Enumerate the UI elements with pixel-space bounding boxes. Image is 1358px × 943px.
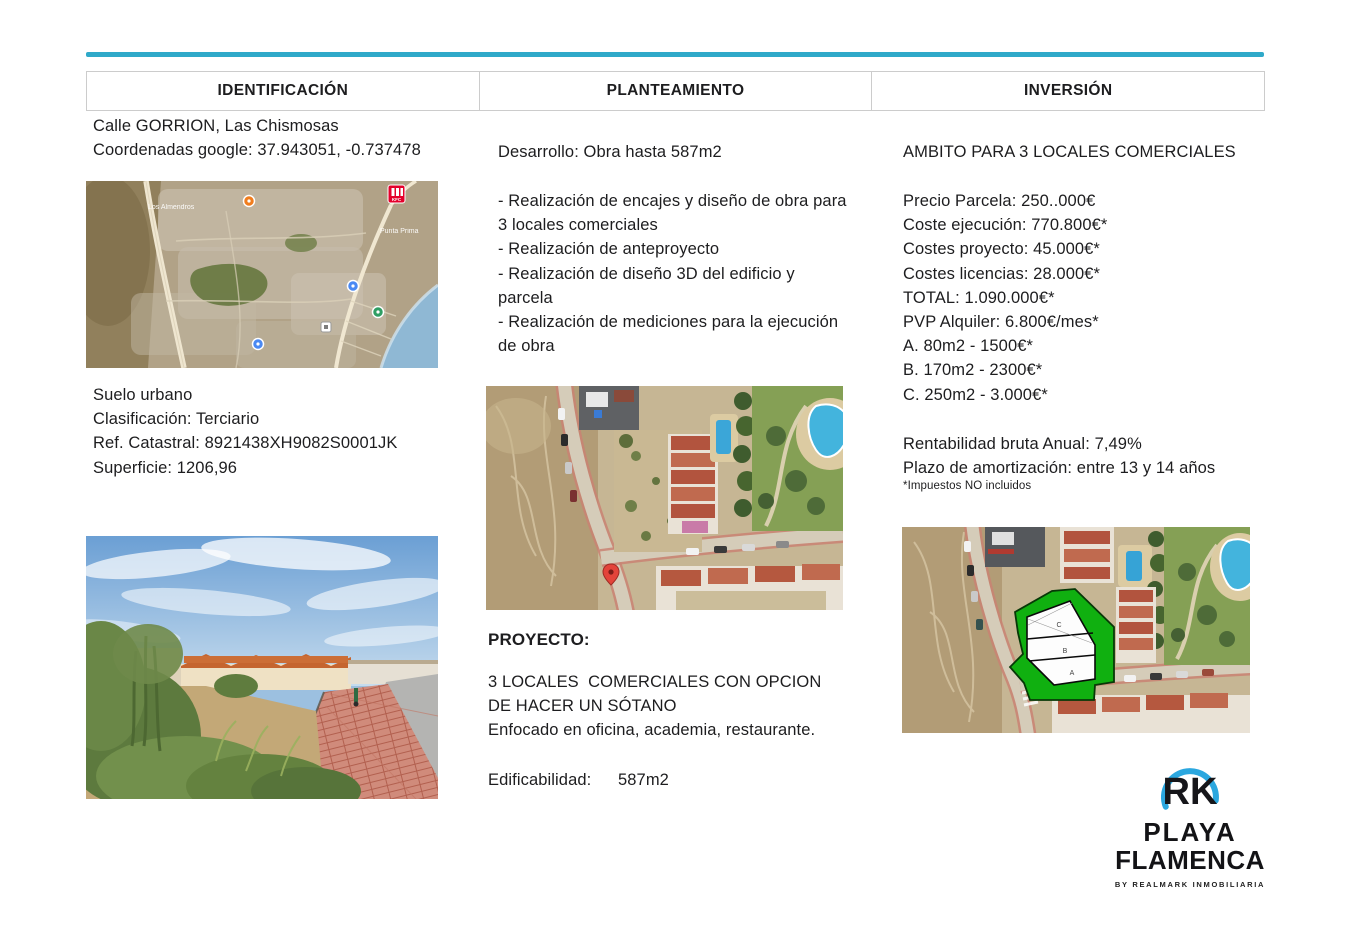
parcel-details-block (93, 383, 473, 480)
profitability-line: Plazo de amortización: entre 13 y 14 años (903, 459, 1216, 478)
detail-line: Suelo urbano (93, 386, 193, 404)
cost-line: Costes proyecto: 45.000€* (903, 240, 1100, 259)
parcel-overlay-map-image (902, 527, 1250, 733)
development-line: Desarrollo: Obra hasta 587m2 (498, 143, 722, 161)
white-square-marker-icon (321, 322, 331, 332)
project-heading: PROYECTO: (488, 630, 590, 649)
parcel-map-graphic (902, 527, 1250, 733)
townhouse-row (1116, 587, 1156, 663)
address-line: Calle GORRION, Las Chismosas (93, 117, 339, 135)
map-label-punta-prima: Punta Prima (380, 228, 419, 235)
svg-text:KFC: KFC (391, 197, 402, 202)
top-houses (1060, 527, 1114, 583)
task-line: - Realización de diseño 3D del edificio y parcela (498, 264, 795, 307)
site-photo-image (86, 536, 438, 799)
tax-disclaimer: *Impuestos NO incluidos (903, 480, 1032, 492)
investment-title: AMBITO PARA 3 LOCALES COMERCIALES (903, 143, 1236, 161)
orange-pin-icon (244, 196, 255, 207)
buildability-row (488, 768, 840, 792)
costs-block (903, 189, 1263, 407)
accent-bar (86, 52, 1264, 57)
project-focus: Enfocado en oficina, academia, restaurante. (488, 721, 816, 740)
cost-line: Precio Parcela: 250..000€ (903, 192, 1096, 210)
small-pool (1118, 545, 1152, 587)
project-block (488, 670, 840, 743)
cost-line: Costes licencias: 28.000€* (903, 264, 1101, 283)
project-description: 3 LOCALES COMERCIALES CON OPCION DE HACER UN SÓTANO (488, 673, 827, 716)
buildability-label: Edificabilidad: (488, 771, 592, 789)
logo-name-line1: PLAYA (1143, 817, 1237, 847)
logo-tagline: BY REALMARK INMOBILIARIA (1114, 880, 1266, 889)
unit-label-b: B (1062, 648, 1068, 655)
cost-line: A. 80m2 - 1500€* (903, 337, 1034, 356)
profitability-block (903, 432, 1263, 480)
bottom-houses (656, 564, 843, 610)
task-line: - Realización de anteproyecto (498, 240, 720, 259)
address-block (93, 114, 473, 162)
cost-line: B. 170m2 - 2300€* (903, 361, 1043, 380)
detail-line: Clasificación: Terciario (93, 410, 260, 429)
buildability-value: 587m2 (618, 771, 669, 789)
header-planteamiento: PLANTEAMIENTO (480, 72, 873, 110)
unit-label-c: C (1056, 622, 1062, 629)
unit-label-a: A (1069, 670, 1075, 677)
map-label-los-almendros: Los Almendros (148, 204, 195, 211)
header-inversion: INVERSIÓN (1023, 82, 1113, 99)
cost-line: PVP Alquiler: 6.800€/mes* (903, 313, 1099, 332)
profitability-line: Rentabilidad bruta Anual: 7,49% (903, 435, 1142, 453)
scooter-icon (354, 688, 359, 707)
cost-line: C. 250m2 - 3.000€* (903, 385, 1048, 404)
cost-line: Coste ejecución: 770.800€* (903, 216, 1108, 235)
header-identificacion: IDENTIFICACIÓN (87, 72, 480, 110)
svg-text:RK: RK (1162, 771, 1218, 813)
tasks-block (498, 189, 848, 358)
aerial-map-graphic (486, 386, 843, 610)
satellite-map-image (86, 181, 438, 368)
blue-pin2-icon (253, 339, 264, 350)
aerial-map-image (486, 386, 843, 610)
logo-name-line2: FLAMENCA (1115, 845, 1265, 875)
kfc-marker-icon (388, 185, 405, 203)
commercial-building (579, 386, 639, 430)
site-photo-graphic (86, 536, 438, 799)
coordinates-line: Coordenadas google: 37.943051, -0.737478 (93, 141, 421, 160)
table-header-row (86, 71, 1265, 111)
company-logo (1108, 760, 1272, 889)
green-pin-icon (373, 307, 384, 318)
cost-line: TOTAL: 1.090.000€* (903, 288, 1055, 307)
satellite-map-graphic (86, 181, 438, 368)
commercial-building (985, 527, 1045, 567)
rk-monogram-icon (1144, 760, 1236, 818)
task-line: - Realización de encajes y diseño de obra para 3 locales comerciales (498, 192, 847, 235)
detail-line: Superficie: 1206,96 (93, 458, 238, 477)
blue-pin-icon (348, 281, 359, 292)
task-line: - Realización de mediciones para la ejecución de obra (498, 313, 839, 356)
detail-line: Ref. Catastral: 8921438XH9082S0001JK (93, 434, 398, 453)
